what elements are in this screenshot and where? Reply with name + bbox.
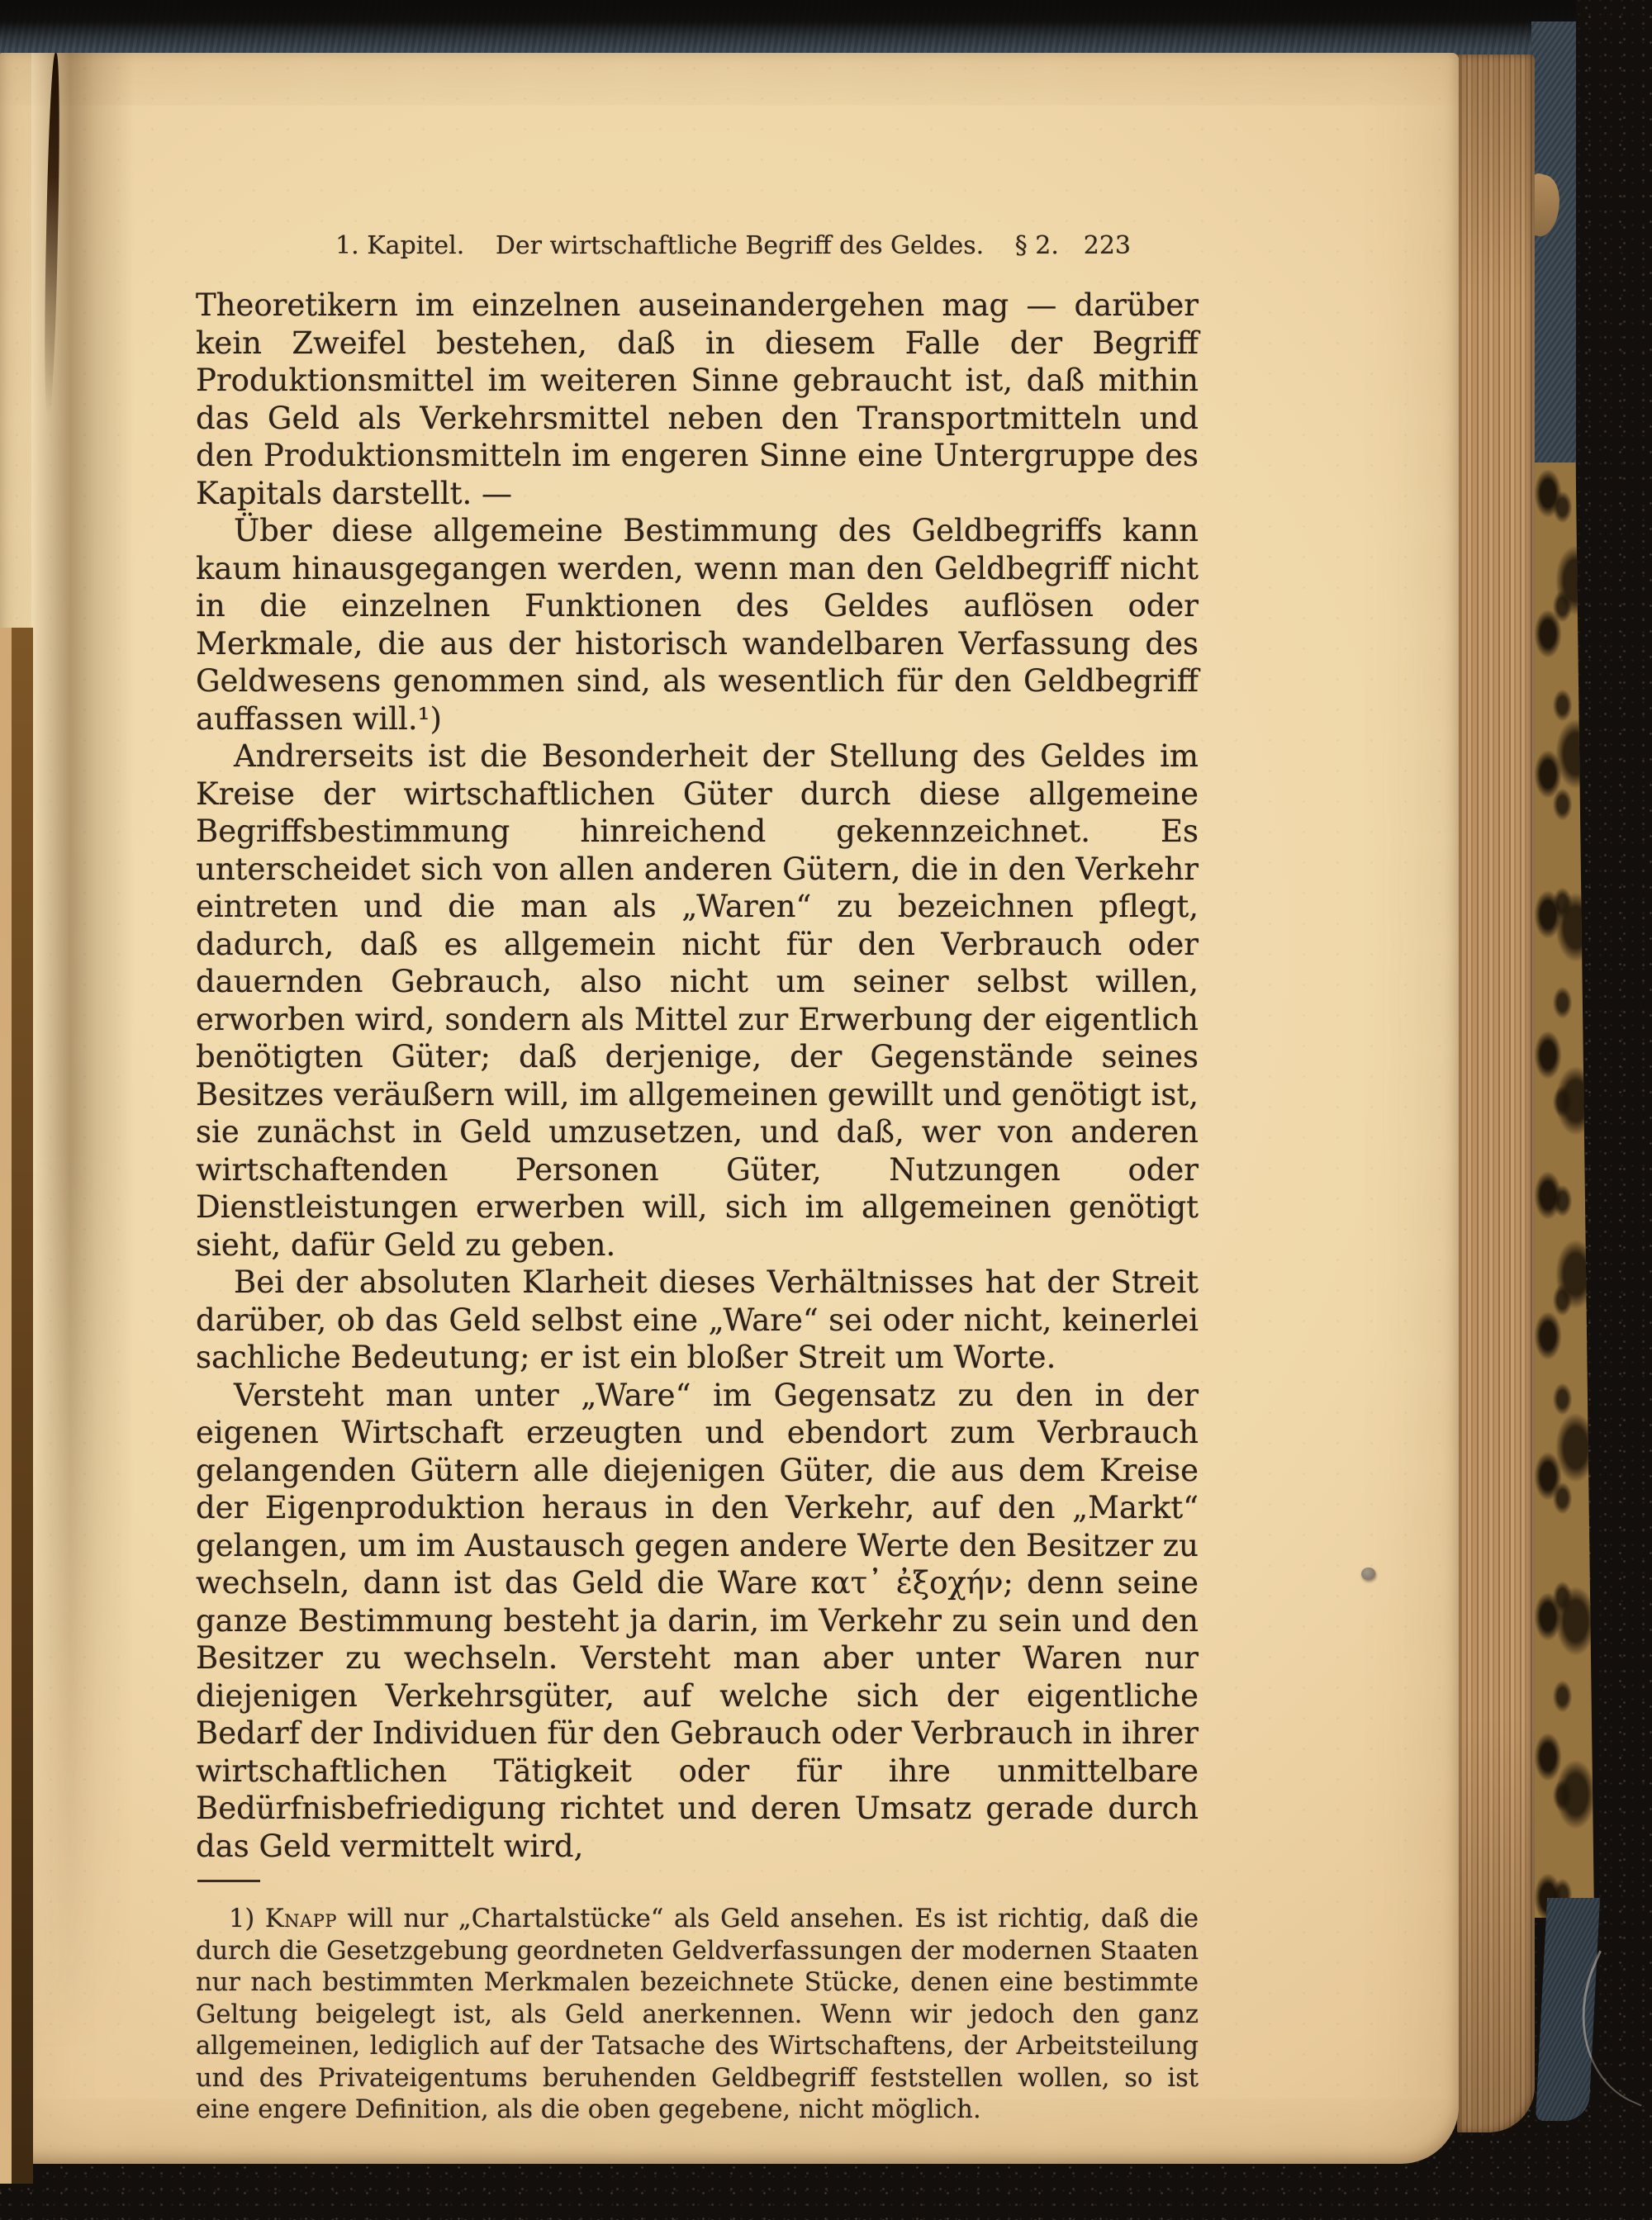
body-text — [196, 287, 1199, 1865]
footnote-separator-rule — [197, 1880, 260, 1882]
debris-speck — [1361, 1568, 1375, 1580]
paragraph-continuation: Theoretikern im einzelnen auseinandergehen mag — darüber kein Zweifel bestehen, daß in diesem Falle der Begriff Produktionsmittel im weiteren Sinne gebraucht ist, daß mithin das Geld als Verkehrsmittel neben den Transportmitteln und den Produktionsmitteln im engeren Sinne eine Untergruppe des Kapitals darstellt. — — [196, 287, 1199, 511]
book-page — [0, 53, 1459, 2164]
book-cover-top-edge — [0, 0, 1576, 56]
paragraph: Versteht man unter „Ware“ im Gegensatz zu den in der eigenen Wirtschaft erzeugten und ebendort zum Verbrauch gelangenden Gütern alle diejenigen Güter, die aus dem Kreise der Eigenproduktion heraus in den Verkehr, auf den „Markt“ gelangen, um im Austausch gegen andere Werte den Besitzer zu wechseln, dann ist das Geld die Ware κατ᾽ ἐξοχήν; denn seine ganze Bestimmung besteht ja darin, im Verkehr zu sein und den Besitzer zu wechseln. Versteht man aber unter Waren nur diejenigen Verkehrsgüter, auf welche sich der eigentliche Bedarf der Individuen für den Gebrauch oder Verbrauch in ihrer wirtschaftlichen Tätigkeit oder für ihre unmittelbare Bedürfnisbefriedigung richtet und deren Umsatz gerade durch das Geld vermittelt wird, — [196, 1377, 1199, 1864]
chapter-title: Der wirtschaftliche Begriff des Geldes. — [495, 231, 985, 260]
paragraph: Über diese allgemeine Bestimmung des Geldbegriffs kann kaum hinausgegangen werden, wenn man den Geldbegriff nicht in die einzelnen Funktionen des Geldes auflösen oder Merkmale, die aus der historisch wandelbaren Verfassung des Geldwesens genommen sind, als wesentlich für den Geldbegriff auffassen will.¹) — [196, 513, 1199, 737]
book-cover-cloth-right — [1531, 21, 1576, 489]
footnote-author-name: Knapp — [264, 1905, 337, 1933]
footnote — [196, 1904, 1199, 2127]
gutter-shadow-left — [12, 628, 33, 2184]
paragraph: Bei der absoluten Klarheit dieses Verhältnisses hat der Streit darüber, ob das Geld selbst eine „Ware“ sei oder nicht, keinerlei sachliche Bedeutung; er ist ein bloßer Streit um Worte. — [196, 1264, 1199, 1375]
running-head — [196, 230, 1199, 262]
footnote-marker: 1) — [229, 1905, 265, 1933]
footnote-text: will nur „Chartalstücke“ als Geld ansehen. Es ist richtig, daß die durch die Gesetzgebung geordneten Geldverfassungen der modernen Staaten nur nach bestimmten Merkmalen bezeichnete Stücke, denen eine bestimmte Geltung beigelegt ist, als Geld anerkennen. Wenn wir jedoch den ganz allgemeinen, lediglich auf der Tatsache des Wirtschaftens, der Arbeitsteilung und des Privateigentums beruhenden Geldbegriff feststellen wollen, so ist eine engere Definition, als die oben gegebene, nicht möglich. — [196, 1905, 1199, 2124]
marbled-board-edge — [1528, 462, 1594, 1918]
chapter-label: 1. Kapitel. — [335, 231, 465, 260]
page-stack-fore-edge — [1457, 55, 1535, 2132]
section-label: § 2. — [1014, 231, 1059, 260]
page-number: 223 — [1083, 231, 1131, 260]
printed-text-block — [196, 230, 1199, 2127]
paragraph: Andrerseits ist die Besonderheit der Stellung des Geldes im Kreise der wirtschaftlichen Güter durch diese allgemeine Begriffsbestimmung hinreichend gekennzeichnet. Es unterscheidet sich von allen anderen Gütern, die in den Verkehr eintreten und die man als „Waren“ zu bezeichnen pflegt, dadurch, daß es allgemein nicht für den Verbrauch oder dauernden Gebrauch, also nicht um seiner selbst willen, erworben wird, sondern als Mittel zur Erwerbung der eigentlich benötigten Güter; daß derjenige, der Gegenstände seines Besitzes veräußern will, im allgemeinen gewillt und genötigt ist, sie zunächst in Geld umzusetzen, und daß, wer von anderen wirtschaftenden Personen Güter, Nutzungen oder Dienstleistungen erwerben will, sich im allgemeinen genötigt sieht, dafür Geld zu geben. — [196, 738, 1199, 1263]
